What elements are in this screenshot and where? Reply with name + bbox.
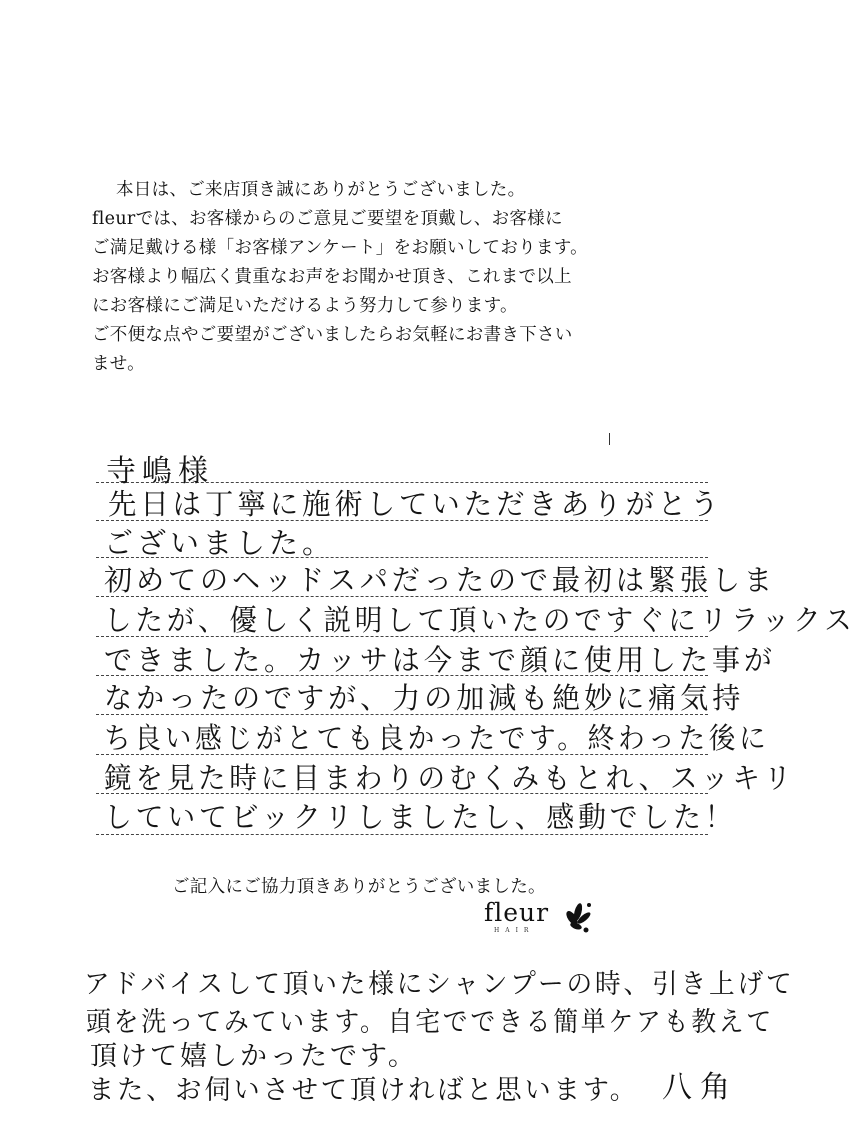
intro-line: 本日は、ご来店頂き誠にありがとうございました。 <box>116 180 526 200</box>
logo-wordmark: fleur <box>484 898 550 927</box>
intro-message <box>92 176 712 379</box>
intro-line: fleurでは、お客様からのご意見ご要望を頂戴し、お客様に <box>92 209 563 229</box>
reply-line: また、お伺いさせて頂ければと思います。 <box>88 1075 639 1106</box>
handwritten-line: 先日は丁寧に施術していただきありがとう <box>108 487 723 521</box>
signature: 八角 <box>662 1070 738 1105</box>
reply-line: 頭を洗ってみています。自宅でできる簡単ケアも教えて <box>86 1007 775 1038</box>
intro-line: お客様より幅広く貴重なお声をお聞かせ頂き、これまで以上 <box>92 267 572 287</box>
flower-icon <box>562 896 594 936</box>
intro-line: ご不便な点やご要望がございましたらお気軽にお書き下さい <box>92 325 573 345</box>
intro-line: ませ。 <box>92 354 145 374</box>
handwritten-line: なかったのですが、力の加減も絶妙に痛気持 <box>104 681 745 715</box>
logo-subtitle: HAIR <box>494 927 535 934</box>
intro-line: にお客様にご満足いただけるよう努力して参ります。 <box>92 296 518 316</box>
handwritten-line: 鏡を見た時に目まわりのむくみもとれ、スッキリ <box>104 761 796 795</box>
reply-line: アドバイスして頂いた様にシャンプーの時、引き上げて <box>84 969 795 1000</box>
handwritten-line: ち良い感じがとても良かったです。終わった後に <box>104 721 770 755</box>
fleur-logo <box>484 898 594 940</box>
handwritten-line: したが、優しく説明して頂いたのですぐにリラックス <box>104 603 856 637</box>
handwritten-line: 初めてのヘッドスパだったので最初は緊張しま <box>104 563 776 597</box>
handwritten-line: ございました。 <box>104 526 336 560</box>
handwritten-line: していてビックリしましたし、感動でした！ <box>104 800 737 834</box>
reply-line: 頂けて嬉しかったです。 <box>90 1041 418 1072</box>
intro-line: ご満足戴ける様「お客様アンケート」をお願いしております。 <box>92 238 588 258</box>
handwritten-addressee: 寺嶋様 <box>106 454 214 489</box>
handwritten-line: できました。カッサは今まで顔に使用した事が <box>104 643 776 677</box>
stray-mark <box>609 433 610 445</box>
closing-message: ご記入にご協力頂きありがとうございました。 <box>172 877 546 897</box>
